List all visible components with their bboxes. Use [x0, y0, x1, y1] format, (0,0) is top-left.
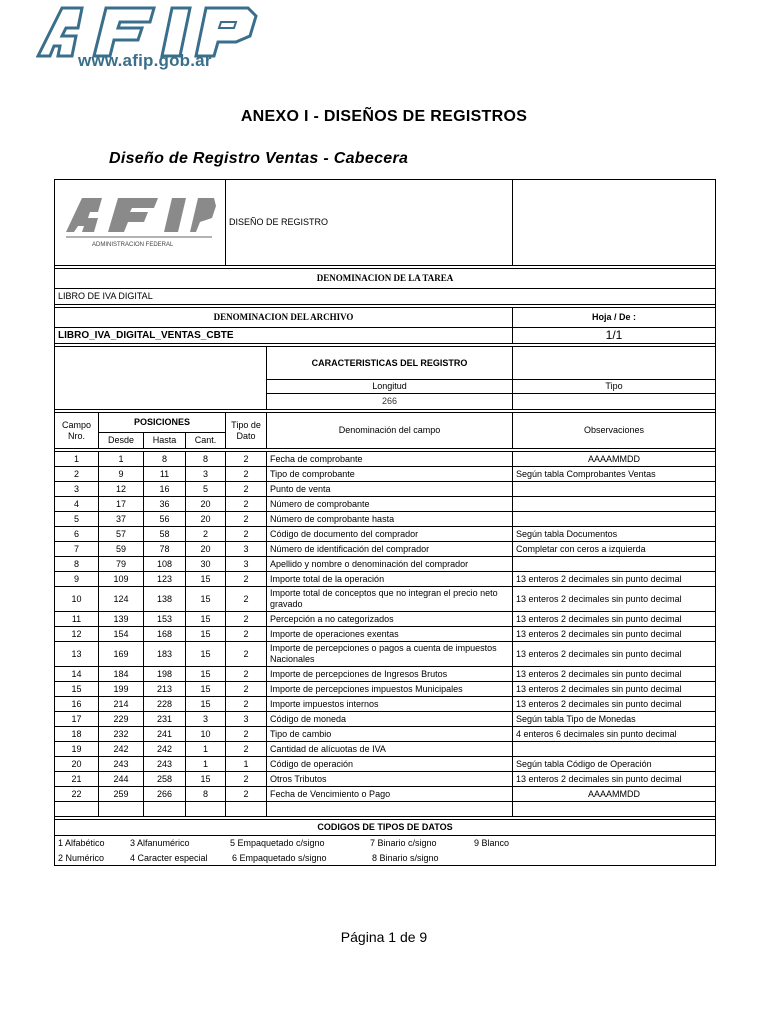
cell-desde: 124 [99, 587, 144, 612]
table-row [55, 727, 716, 742]
cell-observaciones: 13 enteros 2 decimales sin punto decimal [513, 682, 716, 697]
cell-cant: 15 [186, 572, 226, 587]
cell-campo: 4 [55, 497, 99, 512]
cell-tipo: 2 [226, 587, 267, 612]
col-denominacion: Denominación del campo [267, 413, 513, 449]
cell-cant: 15 [186, 587, 226, 612]
cell-cant: 5 [186, 482, 226, 497]
cell-observaciones: 13 enteros 2 decimales sin punto decimal [513, 587, 716, 612]
cell-tipo: 2 [226, 787, 267, 802]
cell-observaciones [513, 482, 716, 497]
cell-denominacion: Número de comprobante [267, 497, 513, 512]
cell-campo: 12 [55, 627, 99, 642]
cell-observaciones: AAAAMMDD [513, 452, 716, 467]
cell-tipo: 3 [226, 542, 267, 557]
table-row [55, 712, 716, 727]
design-title-blank [513, 180, 716, 266]
longitud-value: 266 [267, 394, 513, 410]
table-row [55, 757, 716, 772]
cell-denominacion: Apellido y nombre o denominación del comprador [267, 557, 513, 572]
table-row [55, 772, 716, 787]
cell-cant: 1 [186, 742, 226, 757]
cell-campo: 9 [55, 572, 99, 587]
cell-denominacion: Importe de percepciones de Ingresos Brutos [267, 667, 513, 682]
cell-hasta: 242 [144, 742, 186, 757]
cell-denominacion: Importe de percepciones impuestos Municipales [267, 682, 513, 697]
cell-observaciones: 13 enteros 2 decimales sin punto decimal [513, 612, 716, 627]
cell-tipo: 2 [226, 642, 267, 667]
cell-tipo: 2 [226, 467, 267, 482]
tipo-label: Tipo [513, 380, 716, 394]
cell-denominacion: Punto de venta [267, 482, 513, 497]
cell-campo: 10 [55, 587, 99, 612]
table-row [55, 642, 716, 667]
cell-desde: 59 [99, 542, 144, 557]
cell-observaciones: 13 enteros 2 decimales sin punto decimal [513, 572, 716, 587]
cell-hasta: 36 [144, 497, 186, 512]
cell-hasta: 153 [144, 612, 186, 627]
cell-hasta: 8 [144, 452, 186, 467]
cell-tipo: 2 [226, 452, 267, 467]
cell-observaciones: 13 enteros 2 decimales sin punto decimal [513, 697, 716, 712]
code-4: 4 Caracter especial [130, 852, 208, 863]
cell-cant: 15 [186, 697, 226, 712]
cell-hasta: 243 [144, 757, 186, 772]
table-row [55, 627, 716, 642]
table-row [55, 682, 716, 697]
cell-tipo: 2 [226, 512, 267, 527]
cell-hasta: 213 [144, 682, 186, 697]
table-row [55, 512, 716, 527]
code-6: 6 Empaquetado s/signo [232, 852, 327, 863]
cell-cant: 20 [186, 542, 226, 557]
codes-list [55, 836, 716, 866]
cell-hasta: 11 [144, 467, 186, 482]
cell-cant [186, 802, 226, 817]
cell-observaciones: Según tabla Tipo de Monedas [513, 712, 716, 727]
cell-desde: 259 [99, 787, 144, 802]
cell-hasta: 183 [144, 642, 186, 667]
col-hasta: Hasta [144, 433, 186, 449]
cell-desde [99, 802, 144, 817]
cell-campo: 16 [55, 697, 99, 712]
design-title: DISEÑO DE REGISTRO [226, 180, 513, 266]
cell-denominacion: Código de operación [267, 757, 513, 772]
cell-desde: 184 [99, 667, 144, 682]
cell-tipo: 3 [226, 557, 267, 572]
table-row [55, 467, 716, 482]
sheet-header: Hoja / De : [513, 308, 716, 328]
cell-desde: 139 [99, 612, 144, 627]
col-cant: Cant. [186, 433, 226, 449]
cell-tipo: 2 [226, 742, 267, 757]
cell-hasta: 56 [144, 512, 186, 527]
table-row [55, 667, 716, 682]
cell-tipo: 2 [226, 697, 267, 712]
cell-hasta: 123 [144, 572, 186, 587]
cell-campo: 1 [55, 452, 99, 467]
cell-campo: 20 [55, 757, 99, 772]
cell-denominacion: Código de documento del comprador [267, 527, 513, 542]
cell-hasta: 231 [144, 712, 186, 727]
page-number: Página 1 de 9 [340, 929, 428, 945]
cell-campo: 6 [55, 527, 99, 542]
cell-observaciones: 13 enteros 2 decimales sin punto decimal [513, 772, 716, 787]
cell-campo: 21 [55, 772, 99, 787]
cell-campo: 14 [55, 667, 99, 682]
cell-tipo: 2 [226, 682, 267, 697]
code-2: 2 Numérico [58, 852, 105, 863]
cell-denominacion: Importe impuestos internos [267, 697, 513, 712]
cell-tipo: 1 [226, 757, 267, 772]
cell-tipo [226, 802, 267, 817]
cell-observaciones: 13 enteros 2 decimales sin punto decimal [513, 627, 716, 642]
cell-observaciones: Según tabla Documentos [513, 527, 716, 542]
cell-desde: 17 [99, 497, 144, 512]
cell-tipo: 2 [226, 772, 267, 787]
cell-cant: 10 [186, 727, 226, 742]
cell-campo: 3 [55, 482, 99, 497]
col-posiciones: POSICIONES [99, 413, 226, 433]
codes-line-1 [58, 838, 712, 849]
cell-denominacion: Importe de percepciones o pagos a cuenta de impuestos Nacionales [267, 642, 513, 667]
cell-observaciones [513, 557, 716, 572]
cell-tipo: 2 [226, 497, 267, 512]
cell-cant: 30 [186, 557, 226, 572]
cell-cant: 15 [186, 682, 226, 697]
cell-tipo: 2 [226, 727, 267, 742]
cell-hasta: 16 [144, 482, 186, 497]
inner-logo-cell [55, 180, 226, 266]
code-8: 8 Binario s/signo [372, 852, 439, 863]
cell-observaciones [513, 512, 716, 527]
cell-hasta: 258 [144, 772, 186, 787]
cell-desde: 12 [99, 482, 144, 497]
codes-title: CODIGOS DE TIPOS DE DATOS [55, 820, 716, 836]
cell-campo: 17 [55, 712, 99, 727]
cell-desde: 242 [99, 742, 144, 757]
cell-tipo: 2 [226, 627, 267, 642]
cell-campo: 11 [55, 612, 99, 627]
cell-hasta: 168 [144, 627, 186, 642]
cell-desde: 9 [99, 467, 144, 482]
file-value: LIBRO_IVA_DIGITAL_VENTAS_CBTE [55, 328, 513, 344]
cell-tipo: 2 [226, 612, 267, 627]
cell-tipo: 3 [226, 712, 267, 727]
cell-observaciones: Según tabla Código de Operación [513, 757, 716, 772]
cell-cant: 15 [186, 627, 226, 642]
cell-cant: 3 [186, 712, 226, 727]
tipo-value [513, 394, 716, 410]
cell-campo: 8 [55, 557, 99, 572]
cell-denominacion: Importe de operaciones exentas [267, 627, 513, 642]
fields-body [55, 452, 716, 817]
cell-campo: 2 [55, 467, 99, 482]
table-row [55, 482, 716, 497]
caract-header: CARACTERISTICAS DEL REGISTRO [267, 347, 513, 380]
cell-denominacion: Otros Tributos [267, 772, 513, 787]
table-row [55, 612, 716, 627]
cell-denominacion: Código de moneda [267, 712, 513, 727]
cell-campo: 19 [55, 742, 99, 757]
code-7: 7 Binario c/signo [370, 837, 437, 848]
table-row [55, 787, 716, 802]
cell-observaciones [513, 742, 716, 757]
cell-observaciones: Completar con ceros a izquierda [513, 542, 716, 557]
cell-desde: 243 [99, 757, 144, 772]
cell-observaciones [513, 802, 716, 817]
task-header: DENOMINACION DE LA TAREA [55, 269, 716, 289]
cell-hasta: 138 [144, 587, 186, 612]
cell-desde: 79 [99, 557, 144, 572]
cell-campo: 15 [55, 682, 99, 697]
register-design-table [54, 179, 716, 866]
cell-cant: 2 [186, 527, 226, 542]
cell-desde: 169 [99, 642, 144, 667]
cell-observaciones: 13 enteros 2 decimales sin punto decimal [513, 667, 716, 682]
code-9: 9 Blanco [474, 837, 510, 848]
cell-cant: 8 [186, 452, 226, 467]
cell-hasta: 108 [144, 557, 186, 572]
cell-denominacion: Tipo de cambio [267, 727, 513, 742]
cell-desde: 214 [99, 697, 144, 712]
sheet-value: 1/1 [513, 328, 716, 344]
cell-cant: 15 [186, 642, 226, 667]
cell-campo: 7 [55, 542, 99, 557]
cell-denominacion: Fecha de comprobante [267, 452, 513, 467]
cell-denominacion: Percepción a no categorizados [267, 612, 513, 627]
annex-title: ANEXO I - DISEÑOS DE REGISTROS [240, 108, 528, 125]
col-tipo-dato: Tipo de Dato [226, 413, 267, 449]
cell-cant: 8 [186, 787, 226, 802]
cell-cant: 15 [186, 612, 226, 627]
cell-hasta [144, 802, 186, 817]
cell-campo: 13 [55, 642, 99, 667]
cell-cant: 3 [186, 467, 226, 482]
caract-blank [55, 347, 267, 410]
codes-line-2 [58, 853, 712, 864]
cell-denominacion: Fecha de Vencimiento o Pago [267, 787, 513, 802]
afip-url[interactable]: www.afip.gob.ar [78, 51, 212, 70]
section-title: Diseño de Registro Ventas - Cabecera [109, 150, 409, 167]
cell-observaciones [513, 497, 716, 512]
cell-hasta: 58 [144, 527, 186, 542]
cell-observaciones: 4 enteros 6 decimales sin punto decimal [513, 727, 716, 742]
caract-right-blank [513, 347, 716, 380]
cell-observaciones: 13 enteros 2 decimales sin punto decimal [513, 642, 716, 667]
cell-desde: 57 [99, 527, 144, 542]
cell-denominacion: Importe total de conceptos que no integran el precio neto gravado [267, 587, 513, 612]
cell-cant: 20 [186, 512, 226, 527]
cell-desde: 154 [99, 627, 144, 642]
inner-logo-caption: ADMINISTRACION FEDERAL [92, 242, 174, 248]
cell-denominacion: Importe total de la operación [267, 572, 513, 587]
cell-cant: 1 [186, 757, 226, 772]
table-row [55, 697, 716, 712]
col-desde: Desde [99, 433, 144, 449]
cell-tipo: 2 [226, 527, 267, 542]
cell-cant: 15 [186, 772, 226, 787]
table-row [55, 572, 716, 587]
cell-hasta: 228 [144, 697, 186, 712]
table-row [55, 557, 716, 572]
table-row [55, 527, 716, 542]
table-row [55, 542, 716, 557]
cell-tipo: 2 [226, 482, 267, 497]
cell-denominacion: Número de identificación del comprador [267, 542, 513, 557]
task-value: LIBRO DE IVA DIGITAL [55, 289, 716, 305]
afip-inner-logo [62, 192, 218, 250]
cell-observaciones: Según tabla Comprobantes Ventas [513, 467, 716, 482]
col-campo: Campo Nro. [55, 413, 99, 449]
table-row [55, 742, 716, 757]
cell-desde: 37 [99, 512, 144, 527]
cell-cant: 15 [186, 667, 226, 682]
cell-tipo: 2 [226, 572, 267, 587]
code-1: 1 Alfabético [58, 837, 105, 848]
cell-tipo: 2 [226, 667, 267, 682]
cell-denominacion [267, 802, 513, 817]
cell-desde: 1 [99, 452, 144, 467]
table-row [55, 587, 716, 612]
code-5: 5 Empaquetado c/signo [230, 837, 325, 848]
code-3: 3 Alfanumérico [130, 837, 190, 848]
cell-hasta: 78 [144, 542, 186, 557]
cell-desde: 199 [99, 682, 144, 697]
cell-desde: 229 [99, 712, 144, 727]
cell-desde: 109 [99, 572, 144, 587]
cell-hasta: 198 [144, 667, 186, 682]
cell-observaciones: AAAAMMDD [513, 787, 716, 802]
cell-hasta: 266 [144, 787, 186, 802]
col-observaciones: Observaciones [513, 413, 716, 449]
cell-denominacion: Tipo de comprobante [267, 467, 513, 482]
cell-campo: 18 [55, 727, 99, 742]
cell-campo [55, 802, 99, 817]
cell-hasta: 241 [144, 727, 186, 742]
table-row [55, 802, 716, 817]
longitud-label: Longitud [267, 380, 513, 394]
cell-cant: 20 [186, 497, 226, 512]
cell-denominacion: Cantidad de alícuotas de IVA [267, 742, 513, 757]
cell-campo: 5 [55, 512, 99, 527]
cell-denominacion: Número de comprobante hasta [267, 512, 513, 527]
table-row [55, 497, 716, 512]
file-header: DENOMINACION DEL ARCHIVO [55, 308, 513, 328]
cell-desde: 244 [99, 772, 144, 787]
table-row [55, 452, 716, 467]
cell-desde: 232 [99, 727, 144, 742]
cell-campo: 22 [55, 787, 99, 802]
